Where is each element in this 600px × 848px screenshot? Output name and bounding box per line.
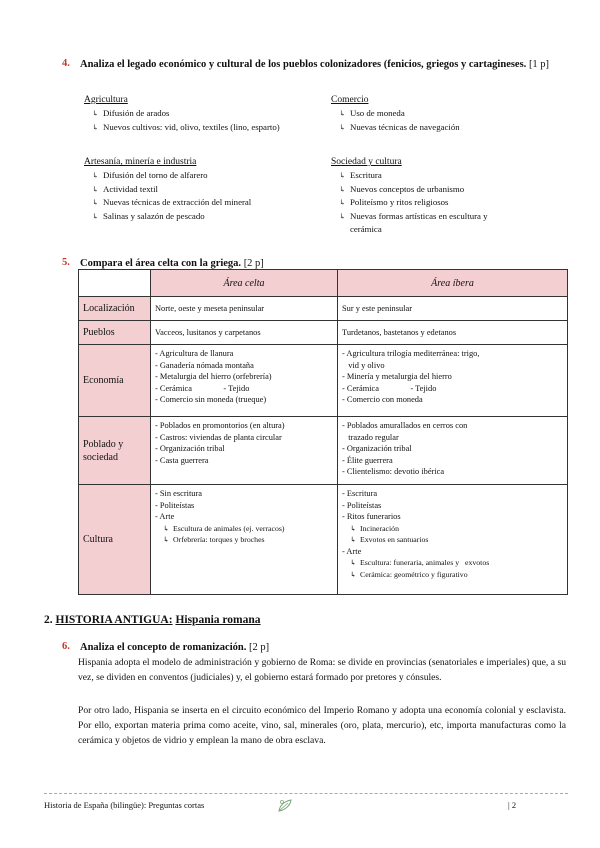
list-item: ↳ Nuevos cultivos: vid, olivo, textiles (lino, esparto) [92, 121, 314, 135]
category-title: Artesanía, minería e industria [84, 157, 197, 167]
category-agricultura [84, 95, 314, 134]
table-row [79, 321, 568, 345]
list-item: ↳ Actividad textil [92, 183, 324, 197]
cell-line: - Cerámica - Tejido [342, 383, 437, 393]
q5-number: 5. [62, 257, 70, 268]
category-comercio [331, 95, 561, 134]
row-label: Pueblos [79, 321, 151, 345]
cell-ibera: Turdetanos, bastetanos y edetanos [338, 321, 568, 345]
table-row [79, 485, 568, 595]
cell-line: - Metalurgia del hierro (orfebrería) [155, 372, 272, 381]
q4-points: [1 p] [528, 59, 550, 70]
footer-divider [44, 793, 568, 794]
cell-line: - Clientelismo: devotio ibérica [342, 467, 445, 476]
cell-line: - Castros: viviendas de planta circular [155, 432, 282, 442]
cell-line: - Arte [342, 546, 362, 556]
cell-line: - Arte [155, 512, 175, 521]
table-header-row [79, 270, 568, 297]
cell-ibera [338, 345, 568, 417]
q6-number: 6. [62, 641, 70, 652]
cell-subline: ↳ Escultura de animales (ej. verracos) [155, 523, 333, 535]
cell-subline: ↳ Exvotos en santuarios [342, 534, 563, 546]
cell-line: - Cerámica - Tejido [155, 383, 250, 393]
cell-celta [151, 345, 338, 417]
row-label: Poblado y sociedad [79, 417, 151, 485]
cell-line: - Élite guerrera [342, 455, 393, 465]
list-item: ↳ Politeísmo y ritos religiosos [339, 196, 521, 210]
list-item: ↳ Nuevos conceptos de urbanismo [339, 183, 521, 197]
cell-line: - Poblados en promontorios (en altura) [155, 421, 285, 430]
cell-line: - Comercio con moneda [342, 395, 423, 404]
cell-subline: ↳ Escultura: funeraria, animales y exvotos [342, 557, 563, 569]
section-title-plain: HISTORIA ANTIGUA: [55, 614, 173, 626]
cell-line: - Ritos funerarios [342, 512, 401, 521]
q6-title-text: Analiza el concepto de romanización. [80, 642, 247, 653]
cell-ibera [338, 417, 568, 485]
cell-line: - Casta guerrera [155, 455, 209, 465]
table-row [79, 297, 568, 321]
category-title: Comercio [331, 95, 369, 105]
cell-line: - Organización tribal [342, 444, 412, 453]
row-label: Localización [79, 297, 151, 321]
cell-line: - Organización tribal [155, 444, 225, 453]
list-item: ↳ Escritura [339, 169, 521, 183]
row-label: Cultura [79, 485, 151, 595]
category-sociedad [331, 157, 521, 237]
page-number: | 2 [508, 800, 517, 810]
header-blank [79, 270, 151, 297]
cell-line: - Agricultura de llanura [155, 349, 234, 358]
paragraph: Hispania adopta el modelo de administración y gobierno de Roma: se divide en provincias (senatoriales e imperiales) que, a su vez, se dividen en conventos (judiciales) y, el gobierno estará formado por pretores y cónsules. [78, 657, 566, 683]
cell-celta [151, 417, 338, 485]
cell-line: - Minería y metalurgia del hierro [342, 372, 452, 381]
q4-title [80, 58, 550, 72]
cell-celta: Vacceos, lusitanos y carpetanos [151, 321, 338, 345]
cell-line: - Politeístas [342, 500, 382, 510]
cell-line: vid y olivo [342, 360, 385, 370]
q5-points: [2 p] [243, 258, 264, 269]
category-title: Sociedad y cultura [331, 157, 402, 167]
list-item: ↳ Uso de moneda [339, 107, 561, 121]
cell-line: - Sin escritura [155, 489, 202, 498]
section-title-underlined: Hispania romana [175, 614, 261, 626]
category-title: Agricultura [84, 95, 128, 105]
cell-line: - Agricultura trilogía mediterránea: trigo, [342, 349, 480, 358]
cell-line: trazado regular [342, 432, 399, 442]
section-number: 2. [44, 614, 53, 626]
cell-line: - Politeístas [155, 500, 195, 510]
cell-subline: ↳ Orfebrería: torques y broches [155, 534, 333, 546]
q6-title [80, 641, 550, 655]
cell-celta: Norte, oeste y meseta peninsular [151, 297, 338, 321]
cell-celta [151, 485, 338, 595]
list-item: ↳ Salinas y salazón de pescado [92, 210, 324, 224]
cell-ibera [338, 485, 568, 595]
row-label: Economía [79, 345, 151, 417]
cell-line: - Escritura [342, 489, 378, 498]
paragraph: Por otro lado, Hispania se inserta en el circuito económico del Imperio Romano y adopta una economía colonial y esclavista. Por ello, exportan materia prima como aceite, vino, sal, minerales (oro, plata, mercurio), etc, importa manufacturas como la cerámica y objetos de vidrio y emplean la mano de obra esclava. [78, 705, 566, 746]
q5-title-text: Compara el área celta con la griega. [80, 258, 242, 269]
header-celta: Área celta [151, 270, 338, 297]
section-heading [44, 614, 261, 626]
q6-points: [2 p] [248, 642, 270, 653]
category-artesania [84, 157, 324, 223]
header-ibera: Área íbera [338, 270, 568, 297]
cell-subline: ↳ Incineración [342, 523, 563, 535]
list-item: ↳ Difusión de arados [92, 107, 314, 121]
leaf-logo-icon [276, 798, 294, 819]
cell-ibera: Sur y este peninsular [338, 297, 568, 321]
cell-subline: ↳ Cerámica: geométrico y figurativo [342, 569, 563, 581]
list-item: ↳ Nuevas técnicas de extracción del mineral [92, 196, 324, 210]
comparison-table [78, 269, 568, 595]
cell-line: - Ganadería nómada montaña [155, 360, 254, 370]
q4-title-text: Analiza el legado económico y cultural de los pueblos colonizadores (fenicios, griegos y cartagineses. [80, 59, 527, 70]
q4-number: 4. [62, 58, 70, 69]
footer-left: Historia de España (bilingüe): Preguntas cortas [44, 800, 205, 810]
list-item: ↳ Nuevas técnicas de navegación [339, 121, 561, 135]
list-item: ↳ Difusión del torno de alfarero [92, 169, 324, 183]
table-row [79, 345, 568, 417]
table-row [79, 417, 568, 485]
list-item: ↳ Nuevas formas artísticas en escultura y cerámica [339, 210, 521, 237]
cell-line: - Poblados amurallados en cerros con [342, 421, 468, 430]
cell-line: - Comercio sin moneda (trueque) [155, 395, 267, 404]
